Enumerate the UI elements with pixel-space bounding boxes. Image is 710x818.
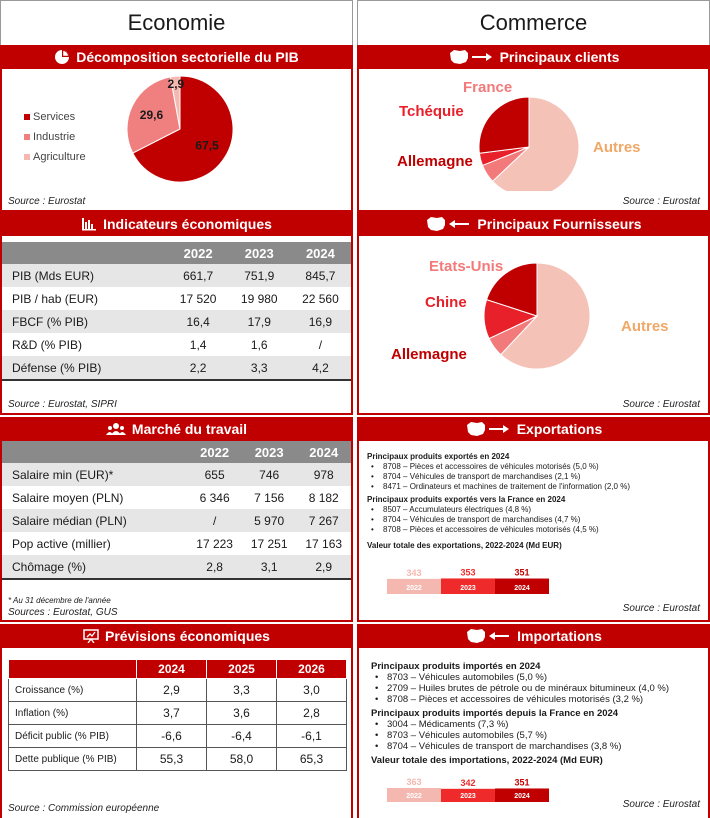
clients-title: Principaux clients bbox=[499, 49, 620, 65]
clients-bar bbox=[359, 45, 708, 69]
fournisseurs-panel bbox=[357, 212, 710, 415]
indicateurs-table bbox=[2, 242, 351, 379]
table-row bbox=[2, 356, 351, 379]
year-header: 2024 bbox=[296, 441, 351, 463]
cell-value: 5 970 bbox=[242, 509, 297, 532]
cell-value: 2,8 bbox=[187, 555, 242, 578]
indicateurs-title: Indicateurs économiques bbox=[103, 216, 272, 232]
row-label: PIB (Mds EUR) bbox=[2, 264, 168, 287]
previsions-title: Prévisions économiques bbox=[105, 628, 270, 644]
cell-value: 3,0 bbox=[277, 679, 347, 702]
travail-table-wrap bbox=[2, 441, 351, 580]
cell-value: 2,9 bbox=[296, 555, 351, 578]
list-item: • 8703 – Véhicules automobiles (5,0 %) bbox=[371, 672, 702, 683]
importations-lists bbox=[359, 648, 708, 766]
row-label: Salaire moyen (PLN) bbox=[12, 490, 124, 505]
pie-chart-icon bbox=[54, 49, 70, 65]
fournisseurs-bar bbox=[359, 212, 708, 236]
table-row bbox=[2, 463, 351, 486]
bar-category-label: 2023 bbox=[460, 585, 476, 592]
list-item: • 2709 – Huiles brutes de pétrole ou de minéraux bitumineux (4,0 %) bbox=[371, 683, 702, 694]
exportations-list-2 bbox=[367, 505, 702, 535]
fournisseurs-title: Principaux Fournisseurs bbox=[477, 216, 642, 232]
bar-value-label: 351 bbox=[514, 777, 530, 788]
importations-h3: Valeur totale des importations, 2022-2024 (Md EUR) bbox=[371, 755, 603, 766]
cell-value: 17 520 bbox=[179, 291, 217, 306]
list-item: • 8708 – Pièces et accessoires de véhicules motorisés (4,5 %) bbox=[367, 525, 702, 535]
cell-value: 2,8 bbox=[277, 702, 347, 725]
table-header-row bbox=[9, 660, 347, 679]
bar-category-label: 2024 bbox=[514, 793, 530, 800]
bar-chart-icon bbox=[81, 217, 97, 231]
pie-data-label: 29,6 bbox=[139, 107, 164, 122]
list-item: • 8708 – Pièces et accessoires de véhicules motorisés (3,2 %) bbox=[371, 694, 702, 705]
cell-value: 2,2 bbox=[168, 356, 229, 379]
table-header-row bbox=[2, 242, 351, 264]
cell-value: 16,9 bbox=[290, 310, 351, 333]
cell-value: 655 bbox=[187, 463, 242, 486]
cell-value: 22 560 bbox=[302, 291, 339, 306]
list-item: • 8471 – Ordinateurs et machines de traitement de l'information (2,0 %) bbox=[367, 482, 702, 492]
travail-table bbox=[2, 441, 351, 578]
bar-category-label: 2022 bbox=[406, 585, 422, 592]
previsions-bar bbox=[2, 624, 351, 648]
row-label: Salaire médian (PLN) bbox=[2, 509, 187, 532]
table-header-row bbox=[2, 441, 351, 463]
cell-value: 58,0 bbox=[207, 748, 277, 771]
year-header: 2023 bbox=[242, 441, 297, 463]
clients-label-tchequie: Tchéquie bbox=[399, 103, 464, 120]
header-empty bbox=[2, 441, 187, 463]
table-row bbox=[2, 509, 351, 532]
list-item: • 3004 – Médicaments (7,3 %) bbox=[371, 719, 702, 730]
pie-data-label: 67,5 bbox=[195, 138, 219, 153]
bar-category-label: 2022 bbox=[406, 793, 422, 800]
cell-value: -6,4 bbox=[207, 725, 277, 748]
exportations-list-1 bbox=[367, 462, 702, 492]
importations-list-2 bbox=[371, 719, 702, 752]
indicateurs-source: Source : Eurostat, SIPRI bbox=[8, 399, 117, 410]
cell-value: 6 346 bbox=[199, 490, 230, 505]
indicateurs-bar bbox=[2, 212, 351, 236]
list-item: • 8704 – Véhicules de transport de marchandises (4,7 %) bbox=[367, 515, 702, 525]
fournisseurs-label-autres: Autres bbox=[621, 318, 669, 335]
pie-data-label: 2,9 bbox=[167, 77, 185, 92]
year-header: 2024 bbox=[290, 242, 351, 264]
cell-value: / bbox=[187, 509, 242, 532]
row-label: Chômage (%) bbox=[2, 555, 187, 578]
bar-value-label: 342 bbox=[460, 777, 476, 788]
importations-bar bbox=[359, 624, 708, 648]
bar-value-label: 343 bbox=[406, 567, 422, 578]
economie-heading: Economie bbox=[0, 0, 353, 45]
indicateurs-panel bbox=[0, 212, 353, 415]
cell-value: 3,7 bbox=[137, 702, 207, 725]
pib-bar bbox=[2, 45, 351, 69]
row-label: Déficit public (% PIB) bbox=[9, 725, 137, 748]
importations-list-1 bbox=[371, 672, 702, 705]
cell-value: 3,3 bbox=[207, 679, 277, 702]
exportations-h3: Valeur totale des exportations, 2022-2024 (Md EUR) bbox=[367, 541, 562, 550]
cell-value: 4,2 bbox=[290, 356, 351, 379]
travail-source: Sources : Eurostat, GUS bbox=[8, 607, 118, 618]
exportations-source: Source : Eurostat bbox=[622, 603, 700, 614]
cell-value: 65,3 bbox=[277, 748, 347, 771]
cell-value: 3,3 bbox=[229, 356, 290, 379]
cell-value: 1,4 bbox=[189, 337, 207, 352]
cell-value: 55,3 bbox=[137, 748, 207, 771]
bar-value-label: 363 bbox=[406, 777, 422, 787]
clients-label-france: France bbox=[463, 79, 513, 96]
cell-value: / bbox=[318, 337, 323, 352]
cell-value: 17 163 bbox=[305, 536, 343, 551]
cell-value: 2,9 bbox=[137, 679, 207, 702]
year-header: 2026 bbox=[277, 660, 347, 679]
importations-title: Importations bbox=[517, 628, 602, 644]
cell-value: 661,7 bbox=[168, 264, 229, 287]
row-label: Dette publique (% PIB) bbox=[9, 748, 137, 771]
cell-value: 746 bbox=[242, 463, 297, 486]
bar-category-label: 2023 bbox=[460, 793, 476, 800]
header-empty bbox=[2, 242, 168, 264]
fournisseurs-source: Source : Eurostat bbox=[622, 399, 700, 410]
table-row bbox=[2, 333, 351, 356]
table-row bbox=[2, 532, 351, 555]
bar-value-label: 351 bbox=[514, 567, 530, 578]
table-row bbox=[9, 702, 347, 725]
cell-value: 17 251 bbox=[250, 536, 288, 551]
clients-source: Source : Eurostat bbox=[622, 196, 700, 207]
fournisseurs-label-allemagne: Allemagne bbox=[391, 346, 467, 363]
cell-value: 3,6 bbox=[207, 702, 277, 725]
clients-panel bbox=[357, 45, 710, 212]
pie-slice-allemagne bbox=[479, 97, 529, 153]
row-label: Salaire min (EUR)* bbox=[2, 463, 187, 486]
exportations-h1: Principaux produits exportés en 2024 bbox=[367, 452, 510, 461]
pib-panel bbox=[0, 45, 353, 212]
previsions-panel bbox=[0, 624, 353, 818]
country-map-arrow-left-icon bbox=[425, 216, 471, 232]
cell-value: 7 156 bbox=[254, 490, 285, 505]
pib-pie-chart bbox=[2, 69, 353, 209]
importations-h2: Principaux produits importés depuis la France en 2024 bbox=[371, 708, 619, 719]
pib-source: Source : Eurostat bbox=[8, 196, 86, 207]
importations-source: Source : Eurostat bbox=[622, 799, 700, 810]
cell-value: 3,1 bbox=[242, 555, 297, 578]
importations-bar-chart bbox=[379, 768, 579, 818]
commerce-heading: Commerce bbox=[357, 0, 710, 45]
fournisseurs-label-etats-unis: Etats-Unis bbox=[429, 258, 504, 275]
importations-panel bbox=[357, 624, 710, 818]
legend-label-agriculture: Agriculture bbox=[33, 151, 86, 163]
travail-note: * Au 31 décembre de l'année bbox=[8, 596, 111, 605]
list-item: • 8708 – Pièces et accessoires de véhicules motorisés (5,0 %) bbox=[367, 462, 702, 472]
bar-category-label: 2024 bbox=[514, 585, 530, 592]
table-row bbox=[9, 725, 347, 748]
travail-title: Marché du travail bbox=[131, 421, 248, 437]
list-item: • 8704 – Véhicules de transport de marchandises (3,8 %) bbox=[371, 741, 702, 752]
row-label: Pop active (millier) bbox=[12, 536, 111, 551]
cell-value: 751,9 bbox=[229, 264, 290, 287]
year-header: 2023 bbox=[229, 242, 290, 264]
row-label: PIB / hab (EUR) bbox=[12, 291, 99, 306]
travail-bar bbox=[2, 417, 351, 441]
year-header: 2022 bbox=[168, 242, 229, 264]
table-row bbox=[2, 555, 351, 578]
table-row bbox=[2, 310, 351, 333]
exportations-bar-chart bbox=[379, 558, 579, 618]
row-label: R&D (% PIB) bbox=[12, 337, 83, 352]
importations-h1: Principaux produits importés en 2024 bbox=[371, 661, 541, 672]
exportations-panel bbox=[357, 417, 710, 622]
cell-value: 16,4 bbox=[168, 310, 229, 333]
clients-label-autres: Autres bbox=[593, 139, 641, 156]
clients-label-allemagne: Allemagne bbox=[397, 153, 473, 170]
year-header: 2025 bbox=[207, 660, 277, 679]
list-item: • 8507 – Accumulateurs électriques (4,8 %) bbox=[367, 505, 702, 515]
travail-panel bbox=[0, 417, 353, 622]
row-label: Défense (% PIB) bbox=[2, 356, 168, 379]
year-header: 2024 bbox=[137, 660, 207, 679]
row-label: FBCF (% PIB) bbox=[2, 310, 168, 333]
cell-value: 17,9 bbox=[229, 310, 290, 333]
exportations-h2: Principaux produits exportés vers la France en 2024 bbox=[367, 495, 566, 504]
fournisseurs-label-chine: Chine bbox=[425, 294, 467, 311]
pib-title: Décomposition sectorielle du PIB bbox=[76, 49, 299, 65]
list-item: • 8704 – Véhicules de transport de marchandises (2,1 %) bbox=[367, 472, 702, 482]
indicateurs-table-wrap bbox=[2, 242, 351, 381]
exportations-title: Exportations bbox=[516, 421, 603, 437]
people-icon bbox=[106, 422, 126, 436]
cell-value: 978 bbox=[296, 463, 351, 486]
table-row bbox=[2, 486, 351, 509]
country-map-arrow-left-icon bbox=[465, 628, 511, 644]
cell-value: 7 267 bbox=[296, 509, 351, 532]
exportations-bar bbox=[359, 417, 708, 441]
country-map-arrow-right-icon bbox=[448, 49, 494, 65]
cell-value: 845,7 bbox=[290, 264, 351, 287]
presentation-icon bbox=[83, 629, 99, 643]
year-header: 2022 bbox=[187, 441, 242, 463]
cell-value: 19 980 bbox=[240, 291, 278, 306]
economie-column bbox=[0, 0, 353, 818]
table-row bbox=[9, 748, 347, 771]
cell-value: 17 223 bbox=[196, 536, 233, 551]
legend-label-industrie: Industrie bbox=[33, 131, 76, 143]
exportations-lists bbox=[359, 441, 708, 551]
previsions-table bbox=[8, 659, 347, 771]
table-row bbox=[2, 287, 351, 310]
row-label: Croissance (%) bbox=[9, 679, 137, 702]
clients-pie-chart bbox=[359, 71, 708, 191]
country-map-arrow-right-icon bbox=[465, 421, 511, 437]
list-item: • 8703 – Véhicules automobiles (5,7 %) bbox=[371, 730, 702, 741]
previsions-source: Source : Commission européenne bbox=[8, 803, 160, 814]
cell-value: 1,6 bbox=[250, 337, 268, 352]
header-empty bbox=[9, 660, 137, 679]
commerce-column bbox=[357, 0, 710, 818]
cell-value: -6,6 bbox=[137, 725, 207, 748]
cell-value: 8 182 bbox=[308, 490, 339, 505]
legend-label-services: Services bbox=[33, 111, 76, 123]
row-label: Inflation (%) bbox=[9, 702, 137, 725]
bar-value-label: 353 bbox=[460, 567, 476, 578]
table-row bbox=[9, 679, 347, 702]
table-row bbox=[2, 264, 351, 287]
cell-value: -6,1 bbox=[277, 725, 347, 748]
